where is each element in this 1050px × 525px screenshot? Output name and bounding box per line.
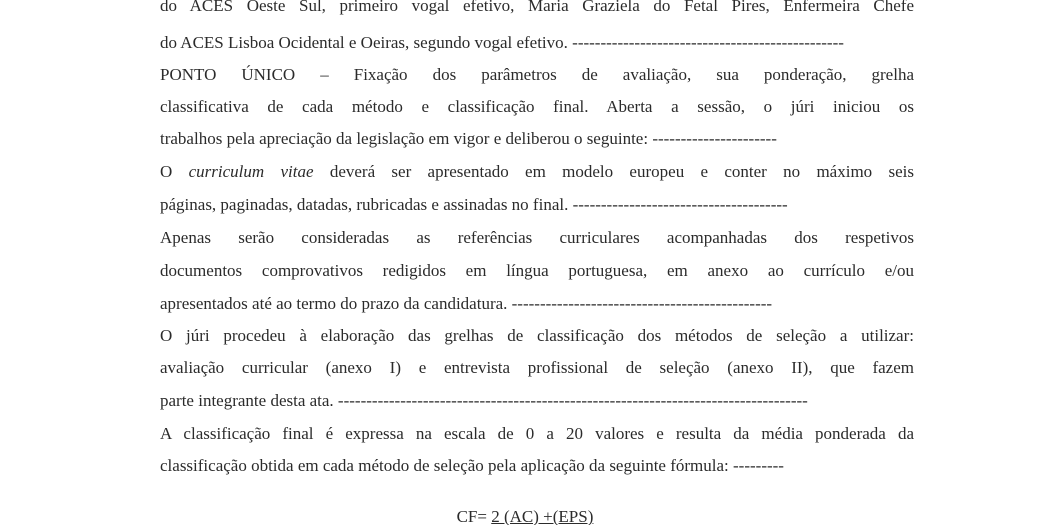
text-line: parte integrante desta ata. ----------------------------------------------------------------------------------- <box>160 391 808 410</box>
text-line: apresentados até ao termo do prazo da candidatura. ---------------------------------------------- <box>160 294 773 313</box>
text-line: Apenas serão consideradas as referências curriculares acompanhadas dos respetivos <box>160 228 914 247</box>
text-line: páginas, paginadas, datadas, rubricadas e assinadas no final. -------------------------------------- <box>160 195 788 214</box>
text-line: do ACES Lisboa Ocidental e Oeiras, segundo vogal efetivo. ------------------------------------------------ <box>160 33 844 52</box>
text-span: deverá ser apresentado em modelo europeu e conter no máximo seis <box>313 162 914 181</box>
formula-line <box>0 505 1050 525</box>
text-line <box>160 160 914 184</box>
text-line: documentos comprovativos redigidos em língua portuguesa, em anexo ao currículo e/ou <box>160 261 914 280</box>
text-line: trabalhos pela apreciação da legislação em vigor e deliberou o seguinte: ---------------------- <box>160 129 777 148</box>
text-line: do ACES Oeste Sul, primeiro vogal efetivo, Maria Graziela do Fetal Pires, Enfermeira Chefe <box>160 0 914 15</box>
italic-term: curriculum vitae <box>188 162 314 181</box>
formula-numerator: 2 (AC) +(EPS) <box>491 507 594 525</box>
text-line: classificação obtida em cada método de seleção pela aplicação da seguinte fórmula: --------- <box>160 456 784 475</box>
text-span: O <box>160 162 189 181</box>
text-line: classificativa de cada método e classificação final. Aberta a sessão, o júri iniciou os <box>160 97 914 116</box>
text-line: O júri procedeu à elaboração das grelhas de classificação dos métodos de seleção a utilizar: <box>160 326 914 345</box>
text-line: A classificação final é expressa na escala de 0 a 20 valores e resulta da média ponderada da <box>160 424 914 443</box>
formula-prefix: CF= <box>456 507 492 525</box>
text-line: avaliação curricular (anexo I) e entrevista profissional de seleção (anexo II), que fazem <box>160 358 914 377</box>
section-heading-line: PONTO ÚNICO – Fixação dos parâmetros de avaliação, sua ponderação, grelha <box>160 65 914 84</box>
